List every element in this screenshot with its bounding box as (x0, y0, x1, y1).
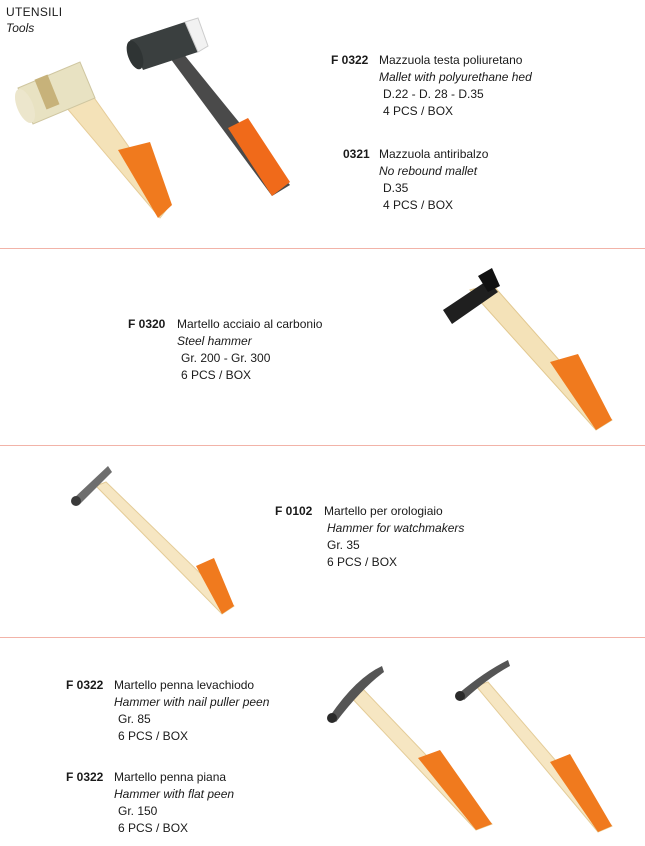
product-name: Martello penna levachiodo (114, 678, 255, 692)
product-english-name: Hammer with nail puller peen (114, 695, 270, 709)
section-subtitle: Tools (6, 21, 35, 35)
product-pack: 6 PCS / BOX (327, 555, 398, 569)
product-pack: 6 PCS / BOX (181, 368, 252, 382)
product-english-name: Hammer with flat peen (114, 787, 235, 801)
section-title: UTENSILI (6, 5, 63, 19)
product-size: D.35 (383, 181, 409, 195)
product-steel-hammer (128, 316, 322, 384)
product-english-name: No rebound mallet (379, 164, 478, 178)
product-code: F 0322 (66, 678, 104, 692)
product-code: F 0320 (128, 317, 166, 331)
product-name: Mazzuola antiribalzo (379, 147, 489, 161)
product-nail-puller-hammer (66, 677, 269, 745)
product-size: Gr. 200 - Gr. 300 (181, 351, 271, 365)
product-name: Martello per orologiaio (324, 504, 443, 518)
product-code: F 0102 (275, 504, 313, 518)
product-name: Martello acciaio al carbonio (177, 317, 323, 331)
product-size: Gr. 150 (118, 804, 158, 818)
product-mallet-no-rebound (343, 146, 488, 214)
product-english-name: Mallet with polyurethane hed (379, 70, 532, 84)
product-name: Mazzuola testa poliuretano (379, 53, 523, 67)
product-size: D.22 - D. 28 - D.35 (383, 87, 484, 101)
product-name: Martello penna piana (114, 770, 227, 784)
mallets-image (0, 0, 645, 250)
product-english-name: Hammer for watchmakers (327, 521, 465, 535)
product-english-name: Steel hammer (177, 334, 252, 348)
product-size: Gr. 85 (118, 712, 151, 726)
product-flat-peen-hammer (66, 769, 234, 837)
product-code: 0321 (343, 147, 370, 161)
product-mallet-polyurethane (331, 52, 532, 120)
steel-hammer-image (0, 250, 645, 450)
product-watchmaker-hammer (275, 503, 464, 571)
product-pack: 6 PCS / BOX (118, 821, 189, 835)
product-pack: 4 PCS / BOX (383, 198, 454, 212)
steel-hammer-icon (443, 268, 612, 430)
product-pack: 6 PCS / BOX (118, 729, 189, 743)
product-pack: 4 PCS / BOX (383, 104, 454, 118)
product-code: F 0322 (66, 770, 104, 784)
polyurethane-mallet-icon (11, 62, 172, 218)
product-code: F 0322 (331, 53, 369, 67)
watchmaker-hammer-icon (71, 466, 234, 614)
product-size: Gr. 35 (327, 538, 360, 552)
